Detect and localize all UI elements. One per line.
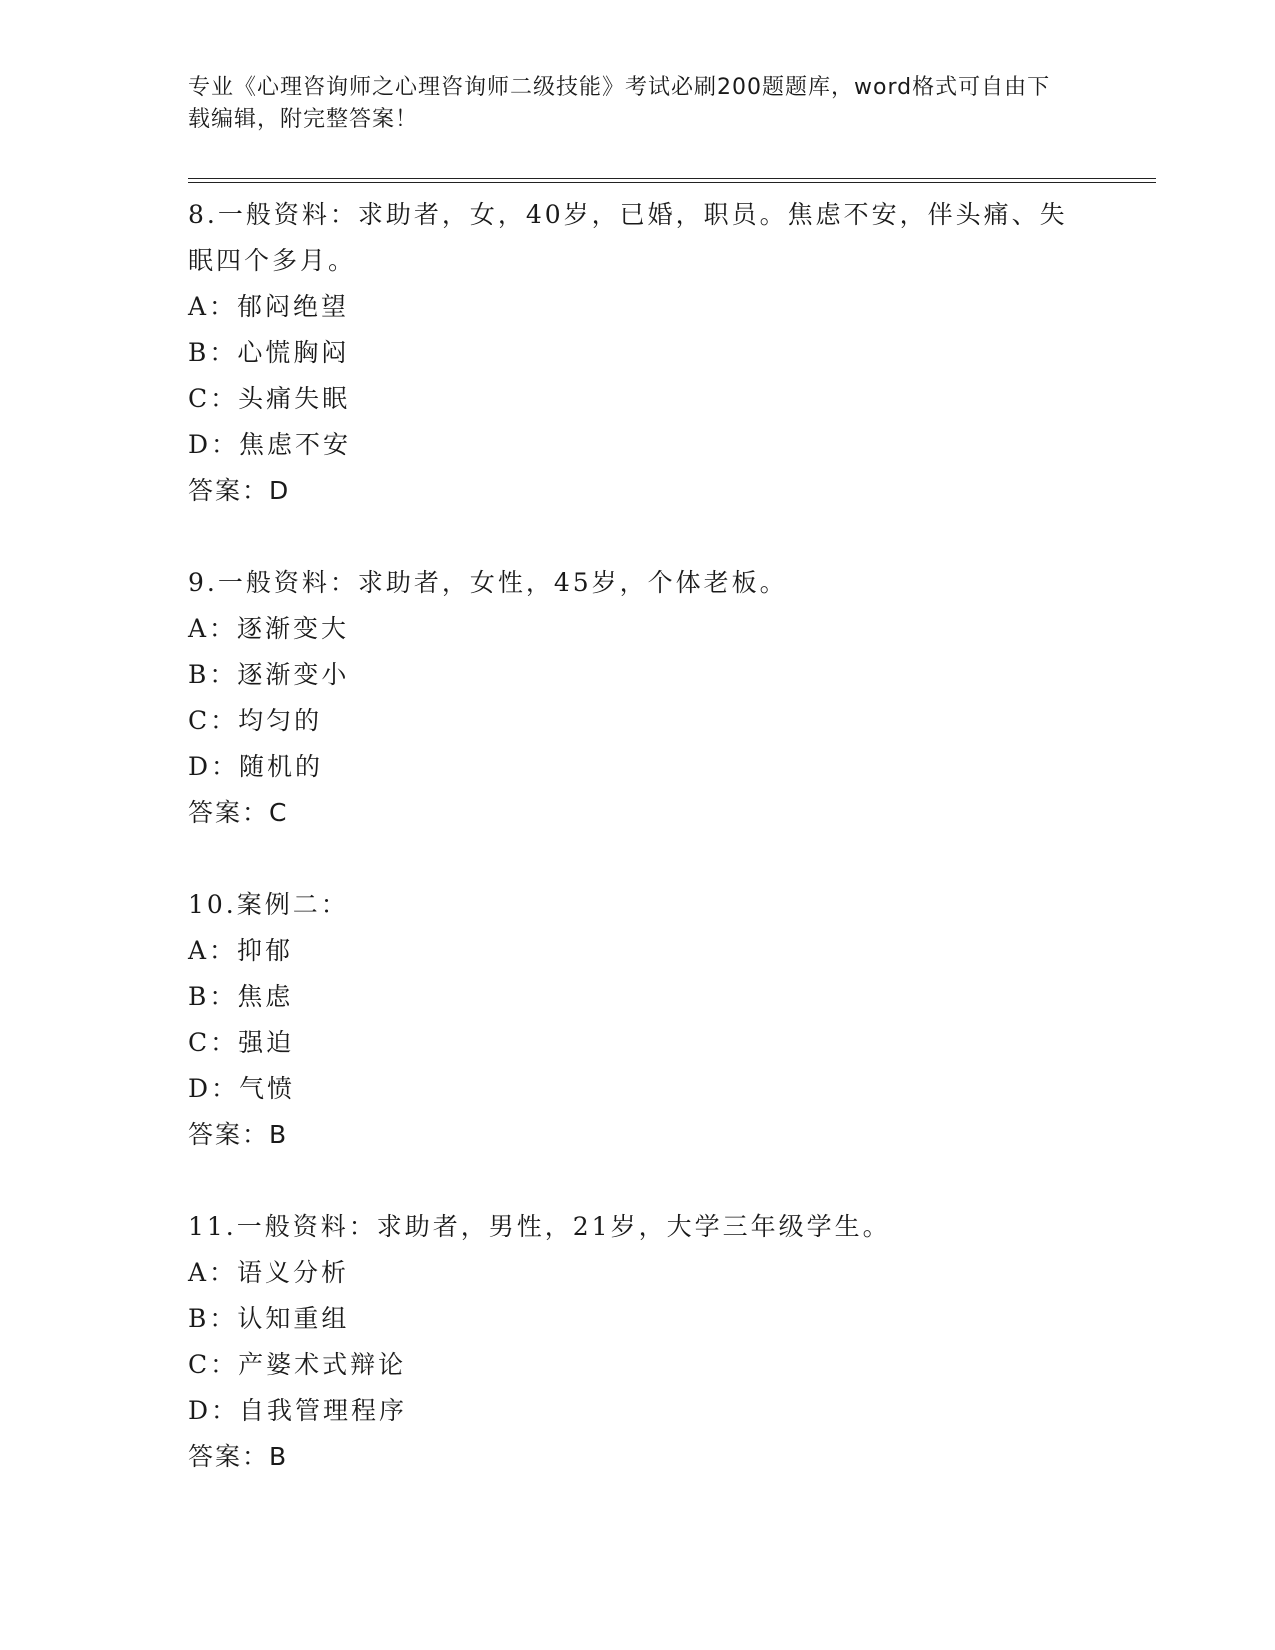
question-list [188,192,1088,1526]
header-divider-bottom [188,182,1156,183]
answer-label: 答案：B [188,1442,289,1471]
option-d: D：自我管理程序 [188,1396,408,1425]
answer-label: 答案：C [188,798,289,827]
question-11 [188,1204,1088,1480]
option-a: A：逐渐变大 [188,614,350,643]
option-d: D：随机的 [188,752,324,781]
question-stem: 9.一般资料：求助者，女性，45岁，个体老板。 [188,568,788,597]
option-a: A：语义分析 [188,1258,350,1287]
option-c: C：强迫 [188,1028,295,1057]
answer-label: 答案：B [188,1120,289,1149]
option-b: B：逐渐变小 [188,660,350,689]
header-divider-top [188,178,1156,179]
question-8 [188,192,1088,514]
question-10 [188,882,1088,1158]
question-9 [188,560,1088,836]
question-stem: 11.一般资料：求助者，男性，21岁，大学三年级学生。 [188,1212,891,1241]
option-d: D：气愤 [188,1074,296,1103]
option-b: B：心慌胸闷 [188,338,350,367]
option-c: C：产婆术式辩论 [188,1350,407,1379]
option-c: C：头痛失眠 [188,384,351,413]
question-stem: 8.一般资料：求助者，女，40岁，已婚，职员。焦虑不安，伴头痛、失眠四个多月。 [188,200,1068,275]
answer-label: 答案：D [188,476,291,505]
option-a: A：郁闷绝望 [188,292,350,321]
option-a: A：抑郁 [188,936,294,965]
document-header: 专业《心理咨询师之心理咨询师二级技能》考试必刷200题题库，word格式可自由下载编辑，附完整答案！ [188,75,1051,132]
option-c: C：均匀的 [188,706,323,735]
question-stem: 10.案例二： [188,890,349,919]
option-b: B：认知重组 [188,1304,350,1333]
option-b: B：焦虑 [188,982,294,1011]
option-d: D：焦虑不安 [188,430,352,459]
